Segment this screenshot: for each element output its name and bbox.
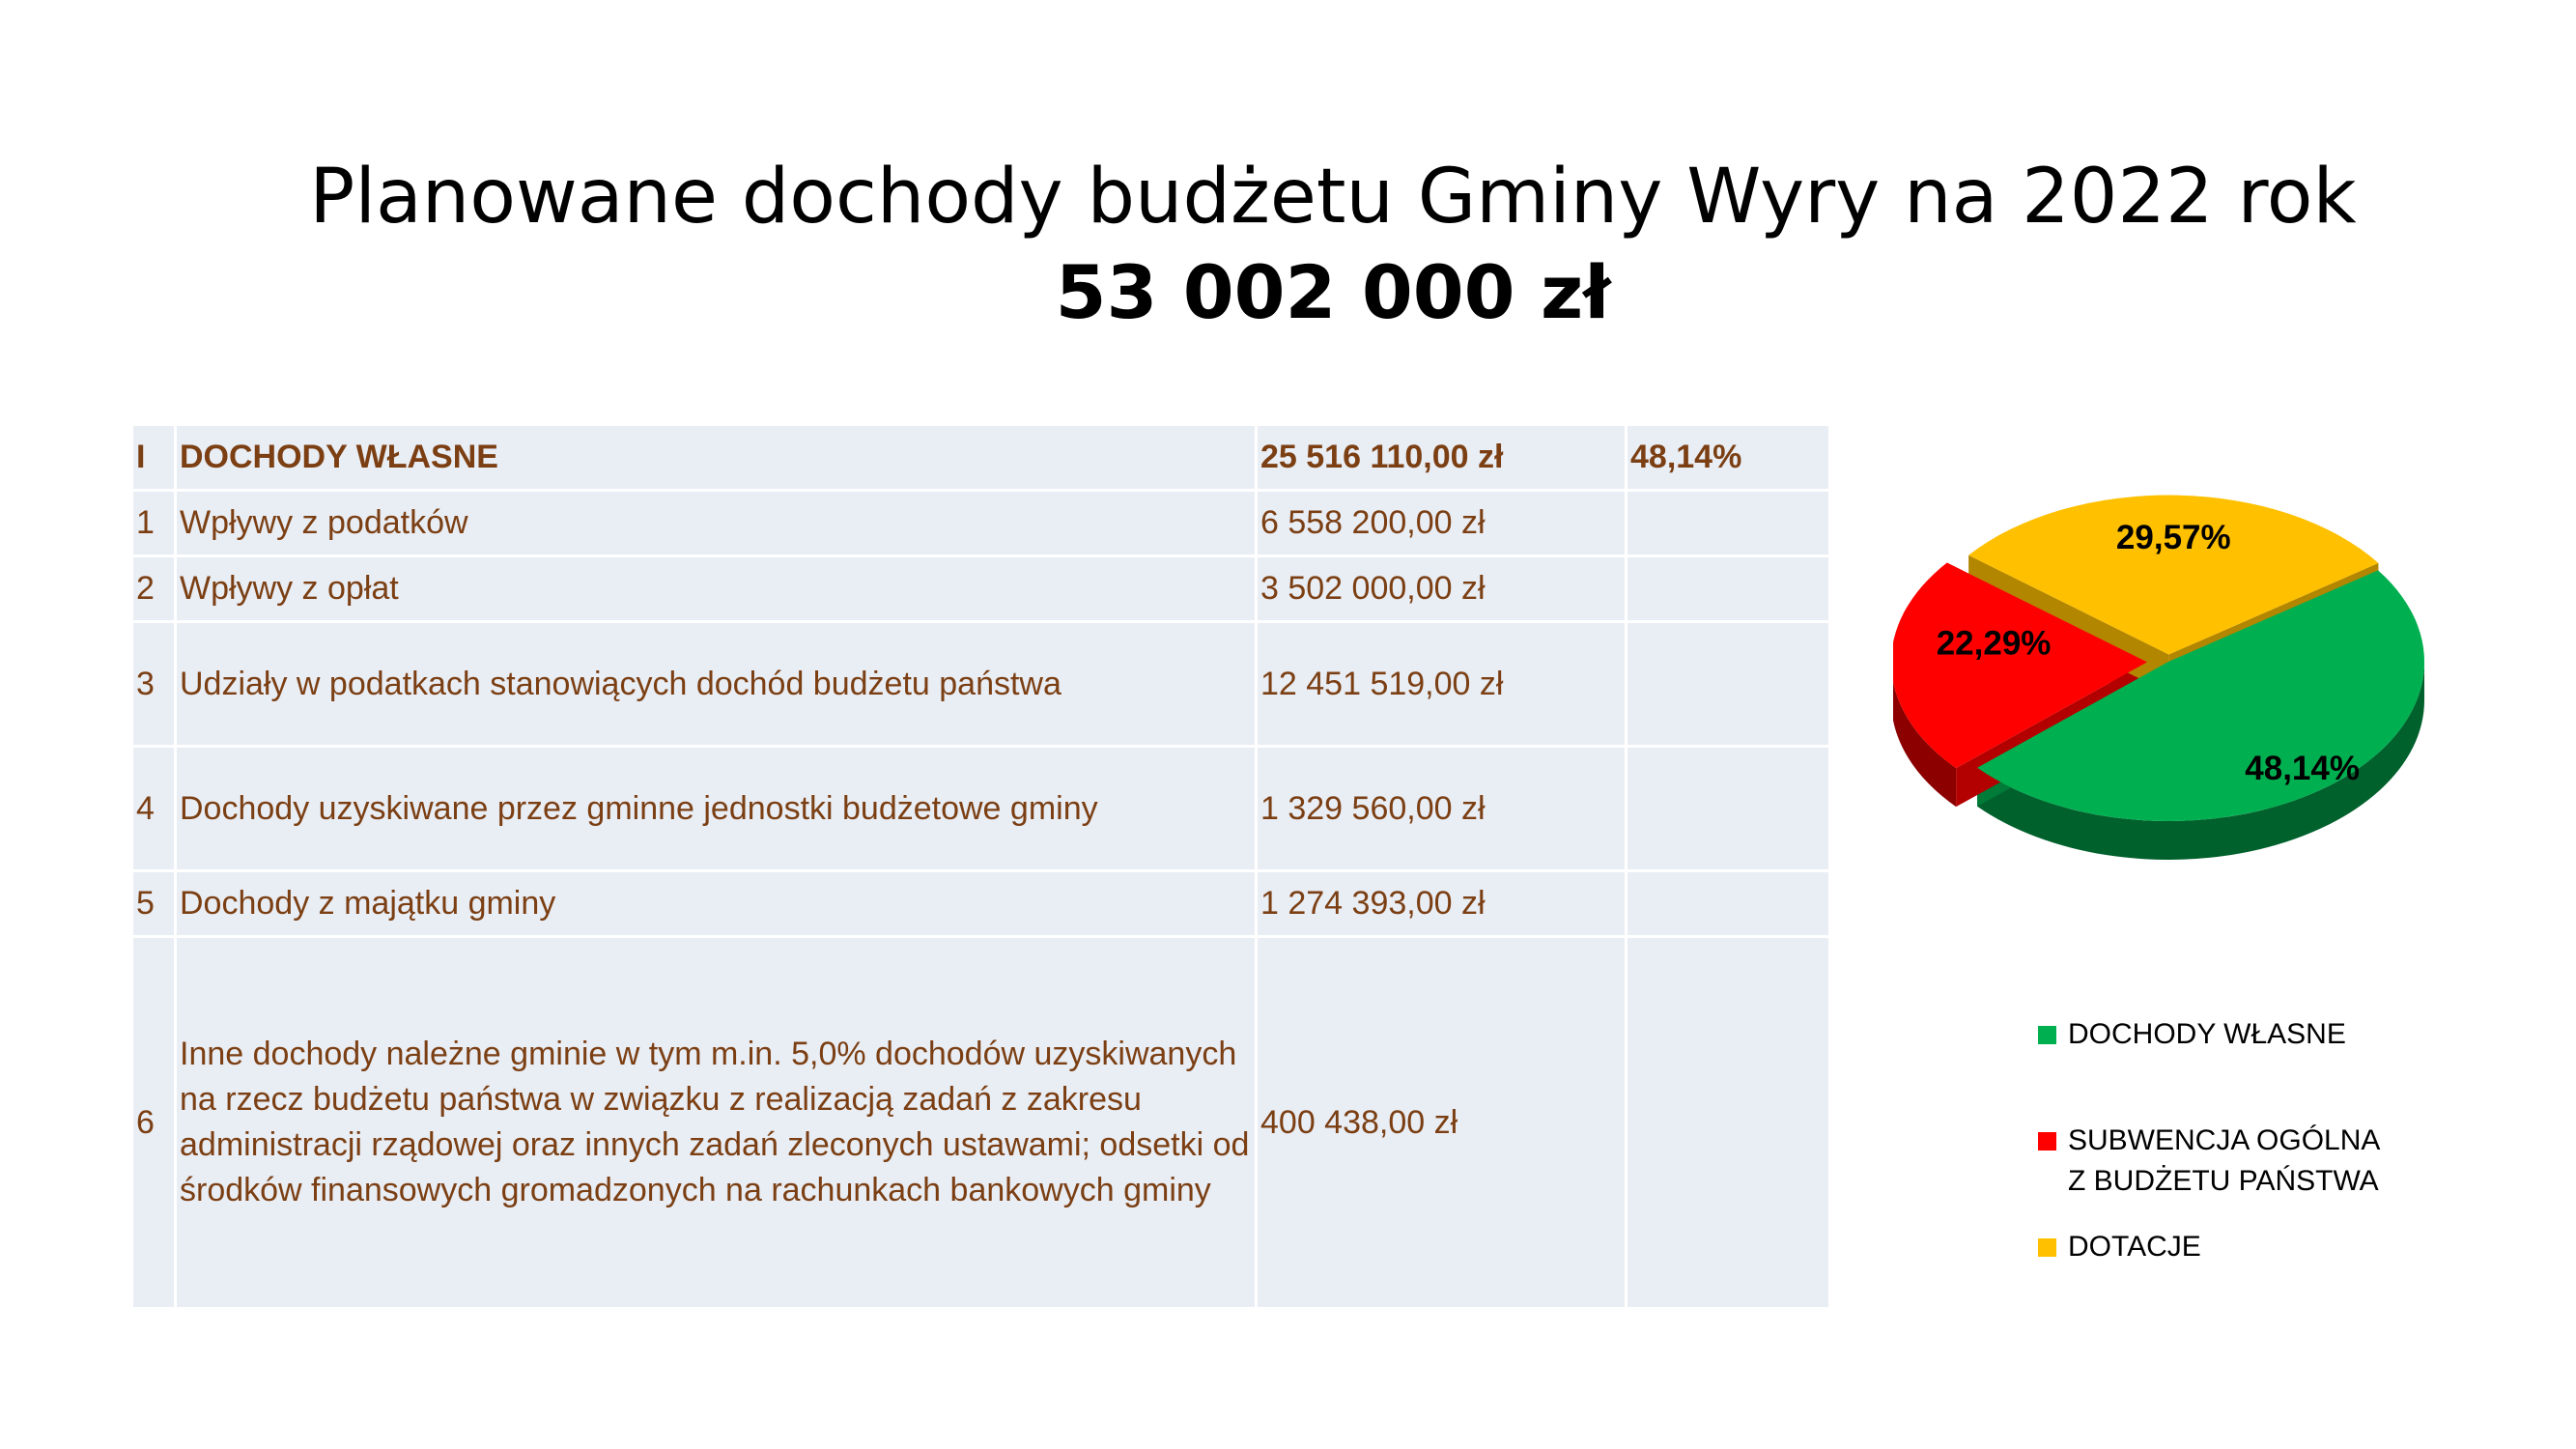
- pie-data-label: 22,29%: [1936, 624, 2052, 663]
- row-description: Wpływy z podatków: [177, 492, 1258, 557]
- row-description: Udziały w podatkach stanowiących dochód budżetu państwa: [177, 623, 1258, 748]
- pie-data-label: 48,14%: [2245, 749, 2361, 787]
- revenue-table: [133, 426, 1831, 1310]
- table-row: [133, 748, 1831, 872]
- row-amount: 6 558 200,00 zł: [1258, 492, 1628, 557]
- row-amount: 12 451 519,00 zł: [1258, 623, 1628, 748]
- legend-item: [2038, 1227, 2201, 1267]
- row-number: 1: [133, 492, 177, 557]
- row-amount: 400 438,00 zł: [1258, 938, 1628, 1310]
- row-description: Inne dochody należne gminie w tym m.in. 5,0% dochodów uzyskiwanych na rzecz budżetu państwa w związku z realizacją zadań z zakresu administracji rządowej oraz innych zadań zleconych ustawami; odsetki od środków finansowych gromadzonych na rachunkach bankowych gminy: [177, 938, 1258, 1310]
- row-amount: 1 329 560,00 zł: [1258, 748, 1628, 872]
- row-amount: 25 516 110,00 zł: [1258, 426, 1628, 492]
- legend-item: [2038, 1014, 2346, 1055]
- row-description: Wpływy z opłat: [177, 557, 1258, 623]
- row-description: DOCHODY WŁASNE: [177, 426, 1258, 492]
- page-title: Planowane dochody budżetu Gminy Wyry na 2022 rok: [309, 154, 2357, 241]
- row-amount: 1 274 393,00 zł: [1258, 872, 1628, 938]
- row-description: Dochody z majątku gminy: [177, 872, 1258, 938]
- row-number: 2: [133, 557, 177, 623]
- table-row: [133, 938, 1831, 1310]
- row-number: 6: [133, 938, 177, 1310]
- legend-swatch: [2038, 1132, 2056, 1151]
- table-row: [133, 426, 1831, 492]
- row-percent: [1628, 938, 1831, 1310]
- table-row: [133, 623, 1831, 748]
- row-number: 4: [133, 748, 177, 872]
- legend-swatch: [2038, 1238, 2056, 1257]
- budget-total: 53 002 000 zł: [1055, 249, 1611, 335]
- row-number: 3: [133, 623, 177, 748]
- row-percent: [1628, 557, 1831, 623]
- title-block: [0, 150, 2576, 341]
- row-percent: 48,14%: [1628, 426, 1831, 492]
- row-number: I: [133, 426, 177, 492]
- legend-swatch: [2038, 1026, 2056, 1044]
- row-percent: [1628, 492, 1831, 557]
- legend-label: SUBWENCJA OGÓLNA Z BUDŻETU PAŃSTWA: [2068, 1124, 2381, 1197]
- table-row: [133, 557, 1831, 623]
- row-percent: [1628, 872, 1831, 938]
- row-percent: [1628, 748, 1831, 872]
- table-row: [133, 492, 1831, 557]
- pie-data-label: 29,57%: [2115, 518, 2231, 556]
- table-row: [133, 872, 1831, 938]
- row-number: 5: [133, 872, 177, 938]
- row-percent: [1628, 623, 1831, 748]
- legend-item: [2038, 1121, 2380, 1202]
- legend-label: DOTACJE: [2068, 1231, 2201, 1263]
- pie-chart: [1893, 473, 2473, 918]
- pie-chart-svg: [1893, 473, 2473, 918]
- legend-label: DOCHODY WŁASNE: [2068, 1018, 2346, 1050]
- row-description: Dochody uzyskiwane przez gminne jednostki budżetowe gminy: [177, 748, 1258, 872]
- row-amount: 3 502 000,00 zł: [1258, 557, 1628, 623]
